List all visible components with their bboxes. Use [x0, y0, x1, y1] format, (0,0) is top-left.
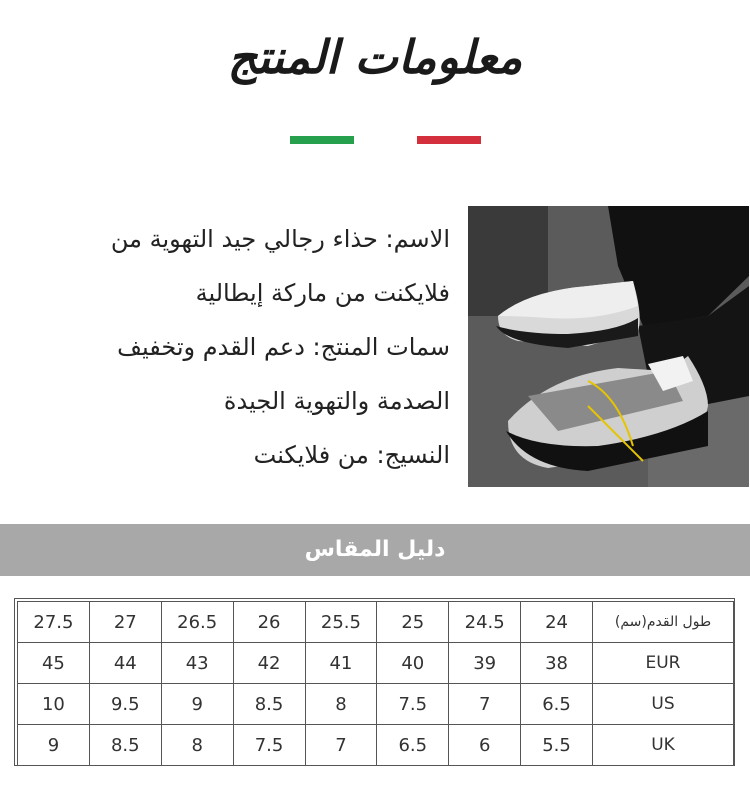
table-cell: 7: [449, 684, 521, 725]
table-cell: 10: [18, 684, 90, 725]
table-cell: 7: [305, 725, 377, 766]
info-line: فلايكنت من ماركة إيطالية: [195, 279, 450, 307]
table-cell: 26: [233, 602, 305, 643]
size-guide-banner: [0, 524, 750, 576]
row-label: EUR: [593, 643, 734, 684]
table-row: [18, 602, 734, 643]
table-cell: 43: [161, 643, 233, 684]
info-line: سمات المنتج: دعم القدم وتخفيف: [117, 333, 450, 361]
table-cell: 8.5: [233, 684, 305, 725]
table-cell: 39: [449, 643, 521, 684]
table-cell: 7.5: [377, 684, 449, 725]
table-cell: 24.5: [449, 602, 521, 643]
info-line: الصدمة والتهوية الجيدة: [223, 387, 450, 415]
table-cell: 26.5: [161, 602, 233, 643]
table-cell: 8: [161, 725, 233, 766]
table-cell: 44: [89, 643, 161, 684]
table-cell: 6.5: [377, 725, 449, 766]
table-cell: 24: [521, 602, 593, 643]
table-cell: 9.5: [89, 684, 161, 725]
table-cell: 9: [161, 684, 233, 725]
table-cell: 45: [18, 643, 90, 684]
shoe-photo: [468, 206, 749, 487]
table-cell: 41: [305, 643, 377, 684]
table-cell: 27: [89, 602, 161, 643]
table-cell: 6.5: [521, 684, 593, 725]
table-row: [18, 643, 734, 684]
info-line: النسيج: من فلايكنت: [253, 441, 450, 469]
table-cell: 6: [449, 725, 521, 766]
table-cell: 42: [233, 643, 305, 684]
table-cell: 38: [521, 643, 593, 684]
table-cell: 5.5: [521, 725, 593, 766]
row-label: US: [593, 684, 734, 725]
info-line: الاسم: حذاء رجالي جيد التهوية من: [110, 225, 450, 253]
table-cell: 27.5: [18, 602, 90, 643]
table-row: [18, 684, 734, 725]
row-label: طول القدم(سم): [593, 602, 734, 643]
size-guide-title: دليل المقاس: [304, 537, 446, 562]
product-info: [20, 212, 450, 482]
table-cell: 8.5: [89, 725, 161, 766]
size-table: [17, 601, 734, 766]
table-cell: 25: [377, 602, 449, 643]
table-row: [18, 725, 734, 766]
table-cell: 8: [305, 684, 377, 725]
row-label: UK: [593, 725, 734, 766]
shoe-illustration: [468, 206, 749, 487]
table-cell: 9: [18, 725, 90, 766]
page-title: معلومات المنتج: [227, 30, 523, 84]
table-cell: 25.5: [305, 602, 377, 643]
table-cell: 7.5: [233, 725, 305, 766]
table-cell: 40: [377, 643, 449, 684]
accent-bar-red: [417, 136, 481, 144]
accent-bar-green: [290, 136, 354, 144]
